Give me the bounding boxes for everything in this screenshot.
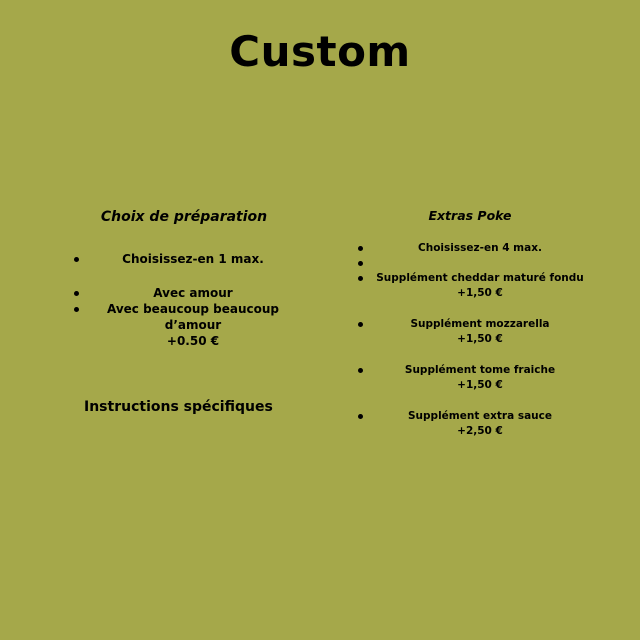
option-label: Supplément tome fraiche (404, 364, 556, 376)
extras-option-tome[interactable] (352, 363, 588, 393)
extras-empty-item (352, 256, 588, 271)
option-label: Avec amour (153, 286, 233, 300)
extras-title: Extras Poke (428, 208, 512, 223)
extras-options-list (352, 241, 588, 439)
option-price: +1,50 € (457, 379, 503, 391)
extras-hint: Choisissez-en 4 max. (352, 241, 588, 256)
preparation-options-list (66, 251, 302, 349)
preparation-title: Choix de préparation (100, 209, 268, 225)
preparation-option-beaucoup-amour[interactable] (66, 301, 302, 333)
extras-option-mozzarella[interactable] (352, 317, 588, 347)
option-label: Supplément cheddar maturé fondu (376, 272, 584, 284)
preparation-option-price: +0.50 € (166, 334, 220, 348)
option-price: +1,50 € (457, 287, 503, 299)
extras-section (352, 205, 588, 439)
preparation-section (66, 205, 302, 349)
option-label: Avec beaucoup beaucoup d’amour (106, 302, 279, 332)
preparation-hint: Choisissez-en 1 max. (66, 251, 302, 267)
option-price: +1,50 € (457, 333, 503, 345)
specific-instructions-label[interactable]: Instructions spécifiques (84, 399, 273, 415)
extras-option-sauce[interactable] (352, 409, 588, 439)
option-label: Supplément extra sauce (408, 410, 552, 422)
extras-option-cheddar[interactable] (352, 271, 588, 301)
option-price: +2,50 € (457, 425, 503, 437)
preparation-option-avec-amour[interactable] (66, 285, 302, 301)
option-label: Supplément mozzarella (410, 318, 550, 330)
page-title: Custom (229, 27, 411, 76)
